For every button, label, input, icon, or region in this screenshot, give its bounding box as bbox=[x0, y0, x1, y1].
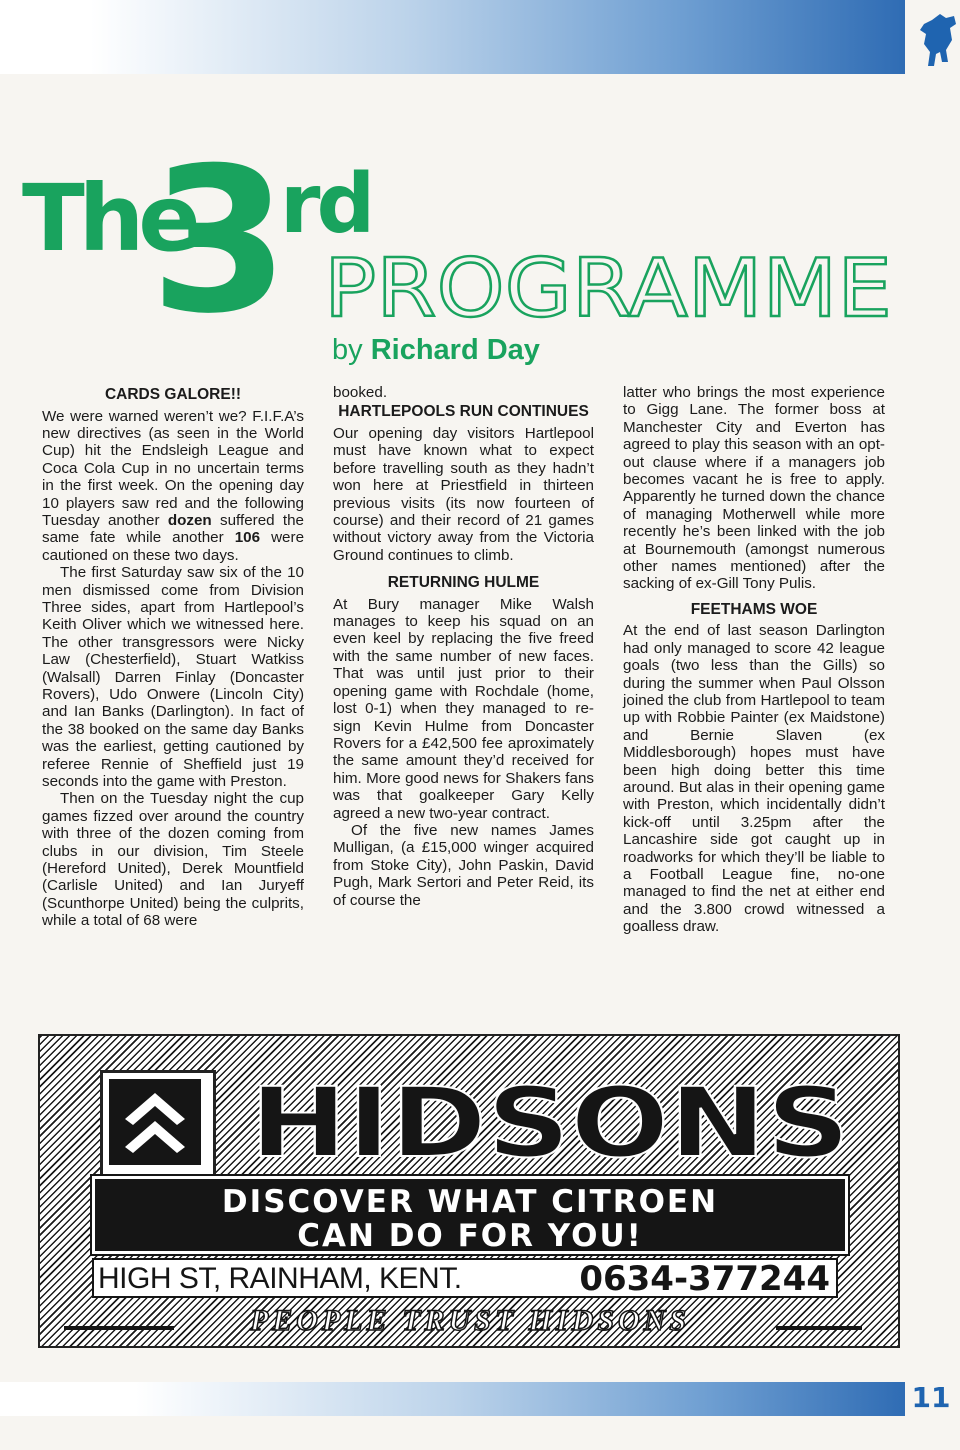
top-color-band bbox=[0, 0, 905, 74]
slogan-line-1: DISCOVER WHAT CITROEN bbox=[221, 1184, 719, 1220]
advert-slogan-box bbox=[92, 1176, 848, 1254]
paragraph: At Bury manager Mike Walsh manages to keep his squad on an even keel by replacing the five freed with the same number of new faces. That was until just prior to their opening game with Rochdale (home, lost 0-1) when they managed to re-sign Kevin Hulme from Doncaster Rovers for a £42,500 fee aproximately the same amount they’d received for him. More good news for Shakers fans was that goalkeeper Gary Kelly agreed a new two-year contract. bbox=[333, 595, 594, 822]
advert-address-bar bbox=[92, 1258, 838, 1298]
brand-name: HIDSONS bbox=[250, 1070, 850, 1174]
heading-hartlepools-run: HARTLEPOOLS RUN CONTINUES bbox=[338, 403, 589, 421]
paragraph: booked. bbox=[333, 384, 388, 401]
heading-returning-hulme: RETURNING HULME bbox=[387, 574, 540, 592]
advert-tagline: PEOPLE TRUST HIDSONS bbox=[249, 1304, 691, 1337]
tagline-rule-right bbox=[776, 1326, 862, 1330]
title-rd: rd bbox=[280, 157, 372, 252]
byline-author: Richard Day bbox=[370, 334, 540, 366]
paragraph: We were warned weren’t we? F.I.F.A’s new directives (as seen in the World Cup) hit the Endsleigh League and Coca Cola Cup in no uncertain terms in the first week. On the opening day 10 players saw red and the following Tuesday another dozen suffered the same fate while another 106 were cautioned on these two days. bbox=[42, 407, 305, 564]
byline bbox=[332, 334, 540, 367]
byline-prefix: by bbox=[332, 334, 363, 366]
column-3 bbox=[623, 384, 885, 936]
paragraph: Our opening day visitors Hartlepool must have known what to expect before travelling south as they hadn’t won here at Priestfield in thirteen previous visits (its now fourteen of course) and their record of 21 games without victory away from the Victoria Ground continues to climb. bbox=[333, 424, 594, 564]
title-graphic bbox=[22, 150, 902, 340]
horse-mascot-icon bbox=[910, 0, 960, 80]
title-the: The bbox=[22, 165, 195, 272]
hidsons-brand bbox=[230, 1070, 870, 1174]
column-1 bbox=[42, 384, 304, 930]
paragraph: At the end of last season Darlington had only managed to score 42 league goals (two less than the Gills) so during the summer when Paul Olsson joined the club from Hartlepool to team up with Robbie Painter (ex Maidstone) and Bernie Slaven (ex Middlesborough) hopes must have been high doing better this time around. But alas in their opening game with Preston, which incidentally didn’t kick-off until 3.25pm after the Lancashire side got caught up in roadworks for which they’ll be liable to a Football League fine, no-one managed to find the net at either end and the 3.800 crowd witnessed a goalless draw. bbox=[623, 622, 885, 936]
slogan-line-2: CAN DO FOR YOU! bbox=[297, 1218, 643, 1254]
corner-mascot bbox=[910, 0, 960, 80]
citroen-logo bbox=[100, 1070, 216, 1180]
bottom-color-band bbox=[0, 1382, 905, 1416]
tagline-rule-left bbox=[64, 1326, 174, 1330]
paragraph: latter who brings the most experience to Gigg Lane. The former boss at Manchester City and Everton has agreed to play this season with an opt-out clause where if a managers job becomes vacant he is free to apply. Apparently he turned down the chance of managing Motherwell while more recently he’s been linked with the job at Bournemouth (amongst numerous other names mentioned) after the sacking of ex-Gill Tony Pulis. bbox=[623, 384, 885, 593]
heading-cards-galore: CARDS GALORE!! bbox=[104, 386, 242, 403]
advert-address: HIGH ST, RAINHAM, KENT. bbox=[98, 1262, 462, 1295]
paragraph: Then on the Tuesday night the cup games fizzed over around the country with three of the dozen coming from clubs in our division, Tim Steele (Hereford United), Derek Mountfield (Carlisle United) and Ian Juryeff (Scunthorpe United) being the culprits, while a total of 68 were bbox=[42, 790, 304, 930]
heading-feethams-woe: FEETHAMS WOE bbox=[690, 600, 818, 618]
paragraph: The first Saturday saw six of the 10 men dismissed come from Division Three sides, apart from Hartlepool’s Keith Oliver which we witnessed here. The other transgressors were Nicky Law (Chesterfield), Stuart Watkiss (Walsall) Darren Finlay (Doncaster Rovers), Udo Onwere (Lincoln City) and Ian Banks (Darlington). In fact of the 38 booked on the same day Banks was the earliest, getting cautioned by referee Rennie of Sheffield just 19 seconds into the game with Preston. bbox=[42, 564, 304, 791]
citroen-chevrons-icon bbox=[103, 1073, 207, 1171]
page-number: 11 bbox=[911, 1381, 951, 1414]
title-three: 3 bbox=[150, 150, 290, 340]
paragraph: Of the five new names James Mulligan, (a £15,000 winger acquired from Stoke City), John Paskin, David Pugh, Mark Sertori and Peter Reid, its of course the bbox=[333, 821, 594, 909]
advert-phone: 0634-377244 bbox=[579, 1259, 830, 1299]
title-programme: PROGRAMME bbox=[324, 242, 892, 335]
column-2 bbox=[333, 384, 594, 909]
hidsons-advert bbox=[38, 1034, 900, 1348]
